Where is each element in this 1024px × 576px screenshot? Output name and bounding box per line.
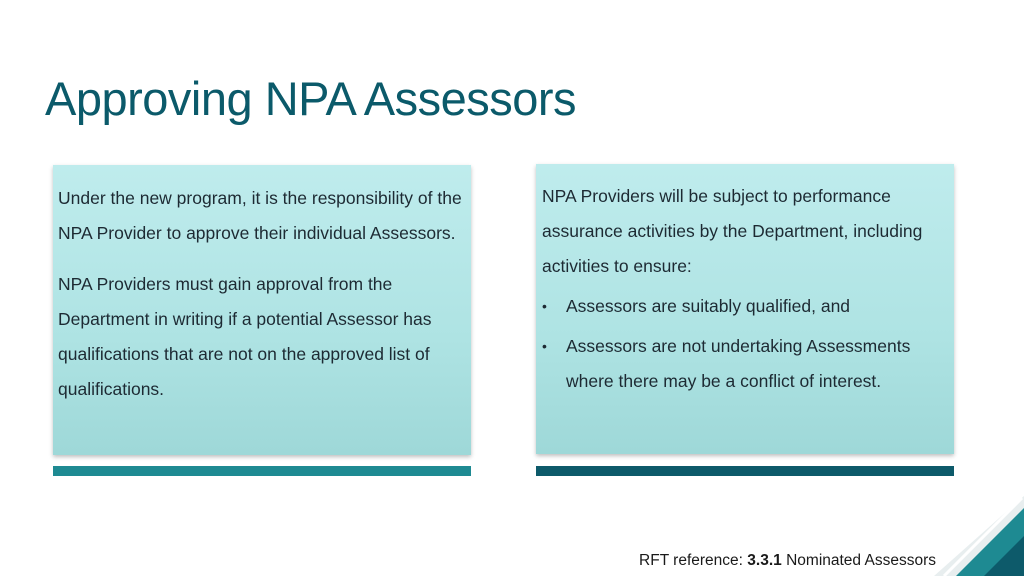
left-paragraph-1: Under the new program, it is the responsibility of the NPA Provider to approve their individual Assessors. <box>58 188 462 243</box>
right-intro-paragraph: NPA Providers will be subject to performance assurance activities by the Department, including activities to ensure: <box>542 186 923 276</box>
corner-decoration-icon <box>934 496 1024 576</box>
left-info-card <box>53 165 471 455</box>
rft-reference-footer <box>639 552 936 570</box>
bullet-list <box>542 289 944 399</box>
bullet-text: Assessors are not undertaking Assessments where there may be a conflict of interest. <box>566 336 911 391</box>
footer-ref-number: 3.3.1 <box>747 552 782 569</box>
bullet-text: Assessors are suitably qualified, and <box>566 296 851 316</box>
right-info-card <box>536 164 954 454</box>
list-item <box>542 289 944 324</box>
bullet-icon: • <box>542 298 547 314</box>
left-accent-bar <box>53 466 471 476</box>
footer-ref-title: Nominated Assessors <box>781 552 936 569</box>
footer-prefix: RFT reference: <box>639 552 748 569</box>
bullet-icon: • <box>542 338 547 354</box>
slide-title: Approving NPA Assessors <box>45 72 576 126</box>
left-paragraph-2: NPA Providers must gain approval from the Department in writing if a potential Assessor has qualifications that are not on the approved list of qualifications. <box>58 274 432 399</box>
right-accent-bar <box>536 466 954 476</box>
list-item <box>542 329 944 399</box>
